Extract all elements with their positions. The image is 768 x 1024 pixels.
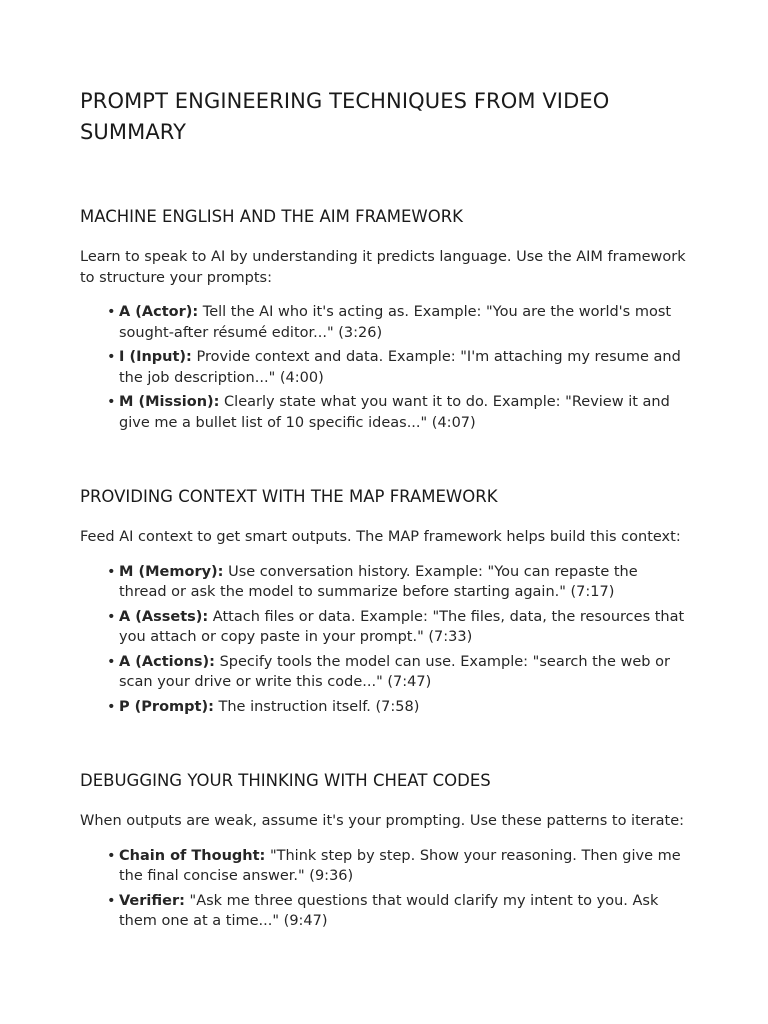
list-item [107,607,688,648]
item-label: Verifier: [119,892,185,909]
item-label: M (Mission): [119,394,220,410]
item-label: I (Input): [119,349,192,365]
section-heading: MACHINE ENGLISH AND THE AIM FRAMEWORK [80,207,463,226]
item-text: The instruction itself. (7:58) [213,698,420,715]
item-text: Clearly state what you want it to do. Example: "Review it and give me a bullet list of 10 specific ideas..." (4:07) [119,394,670,431]
bullet-icon: • [107,698,116,715]
section-aim-framework [80,206,688,433]
list-item [107,562,688,603]
list-item [107,392,688,433]
section-intro: Feed AI context to get smart outputs. The MAP framework helps build this context: [80,529,681,545]
item-label: P (Prompt): [119,698,214,715]
bullet-icon: • [107,394,116,410]
section-heading: PROVIDING CONTEXT WITH THE MAP FRAMEWORK [80,487,498,506]
item-label: Chain of Thought: [119,847,266,864]
bullet-icon: • [107,304,116,320]
document-title: PROMPT ENGINEERING TECHNIQUES FROM VIDEO SUMMARY [80,89,610,144]
item-label: A (Assets): [119,608,209,625]
list-item [107,652,688,693]
item-text: "Think step by step. Show your reasoning. Then give me the final concise answer." (9:36) [119,847,681,884]
item-text: Specify tools the model can use. Example: "search the web or scan your drive or write this code..." (7:47) [119,653,670,690]
section-heading: DEBUGGING YOUR THINKING WITH CHEAT CODES [80,771,491,790]
section-intro: Learn to speak to AI by understanding it predicts language. Use the AIM framework to structure your prompts: [80,249,686,286]
item-label: M (Memory): [119,563,224,580]
item-text: Tell the AI who it's acting as. Example: "You are the world's most sought-after résumé editor..." (3:26) [119,304,672,341]
item-text: Use conversation history. Example: "You can repaste the thread or ask the model to summarize before starting again." (7:17) [119,563,638,600]
bullet-icon: • [107,847,116,864]
bullet-icon: • [107,349,116,365]
list-item [107,697,688,718]
bullet-list [80,302,688,433]
list-item [107,347,688,388]
bullet-icon: • [107,653,116,670]
item-label: A (Actions): [119,653,215,670]
list-item [107,302,688,343]
item-label: A (Actor): [119,304,199,320]
item-text: Attach files or data. Example: "The files, data, the resources that you attach or copy paste in your prompt." (7:33) [119,608,685,645]
list-item [107,891,688,932]
bullet-list [80,562,688,718]
bullet-icon: • [107,892,116,909]
bullet-icon: • [107,563,116,580]
item-text: Provide context and data. Example: "I'm attaching my resume and the job description..." (4:00) [119,349,681,386]
section-map-framework [80,486,688,717]
item-text: "Ask me three questions that would clarify my intent to you. Ask them one at a time..." (9:47) [119,892,659,929]
bullet-icon: • [107,608,116,625]
bullet-list [80,846,688,932]
section-cheat-codes [80,770,688,932]
list-item [107,846,688,887]
section-intro: When outputs are weak, assume it's your prompting. Use these patterns to iterate: [80,813,685,829]
